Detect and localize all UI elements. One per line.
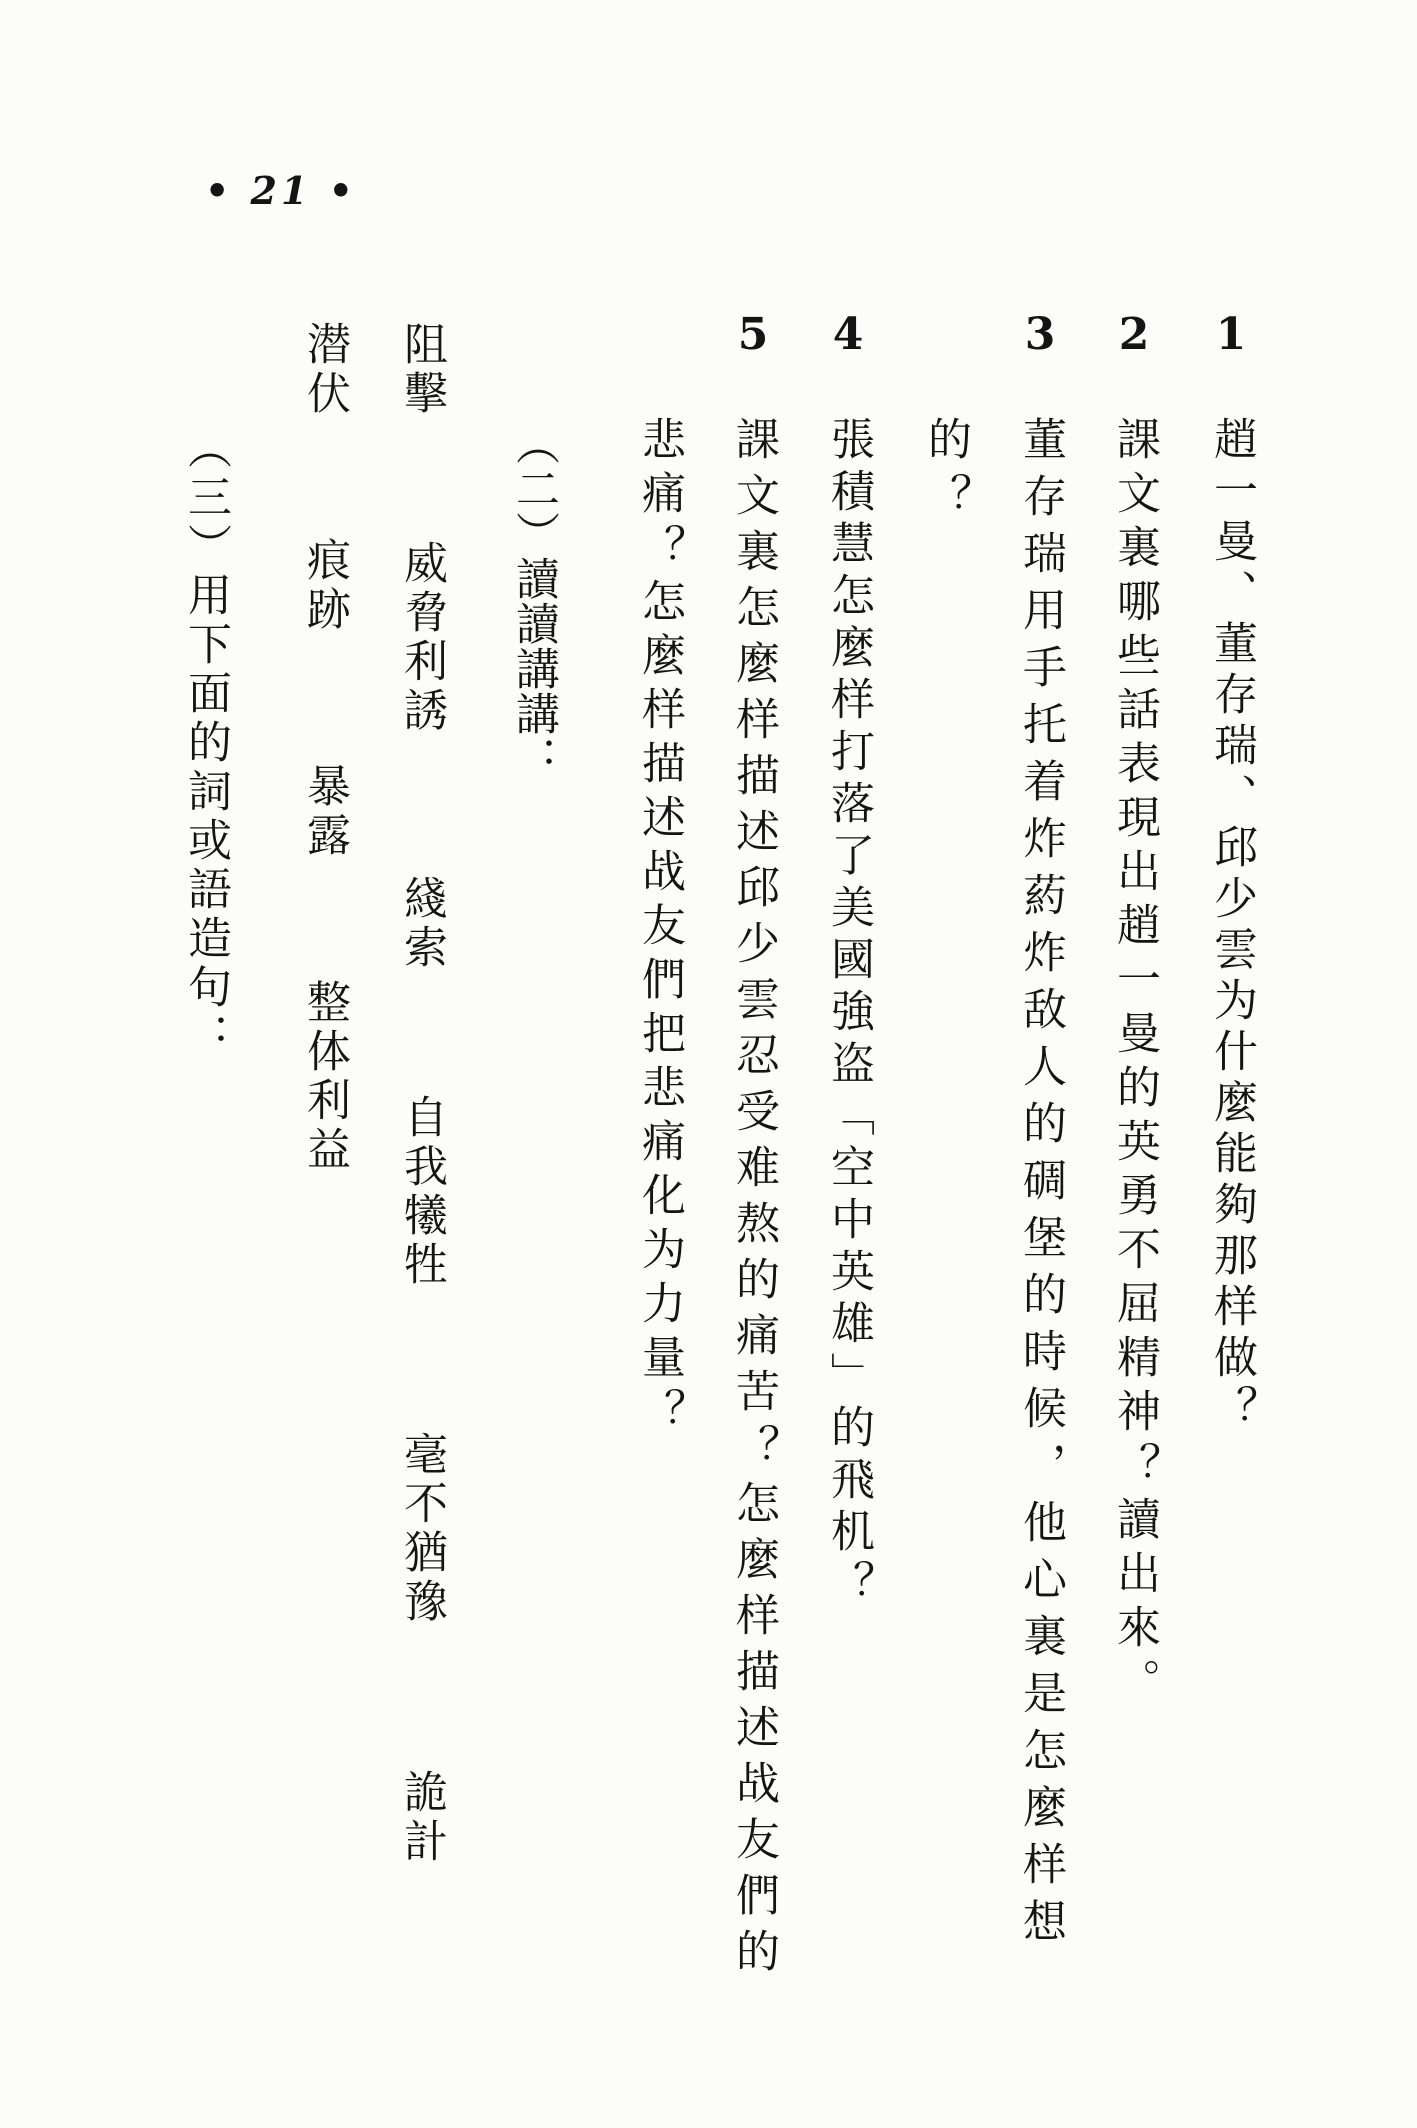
question-4-number: 4 [832,309,864,360]
vocab-word: 自我犧牲 [396,1094,447,1290]
vocab-word: 詭計 [396,1769,447,1867]
question-2-number: 2 [1118,309,1150,360]
section-2-heading: （二）讀讀講講： [508,421,559,781]
vocab-word: 整体利益 [299,979,350,1175]
question-3-number: 3 [1024,309,1056,360]
question-5-number: 5 [737,309,769,360]
page-number: • 21 • [205,168,357,213]
vocab-word: 綫索 [396,875,447,973]
vocab-word: 阻擊 [396,321,447,419]
vocab-word: 威脅利誘 [396,540,447,736]
question-1-number: 1 [1215,309,1247,360]
vocab-word: 潜伏 [299,321,350,419]
question-5-text: 課文裏怎麼样描述邱少雲忍受难熬的痛苦？怎麼样描述战友們的 [728,416,779,1984]
question-4-text: 張積慧怎麼样打落了美國強盗「空中英雄」的飛机？ [823,416,874,1612]
question-3-text-continued: 的？ [920,416,971,530]
question-5-text-continued: 悲痛？怎麼样描述战友們把悲痛化为力量？ [634,416,685,1442]
section-3-heading: （三）用下面的詞或語造句： [180,425,231,1062]
vocab-word: 暴露 [299,763,350,861]
question-2-text: 課文裏哪些話表現出趙一曼的英勇不屈精神？讀出來。 [1109,416,1160,1712]
vocab-word: 毫不猶豫 [396,1431,447,1627]
vocab-word: 痕跡 [299,537,350,635]
question-3-text: 董存瑞用手托着炸葯炸敌人的碉堡的時候，他心裏是怎麼样想 [1015,416,1066,1955]
question-1-text: 趙一曼、董存瑞、邱少雲为什麼能夠那样做？ [1206,416,1257,1436]
